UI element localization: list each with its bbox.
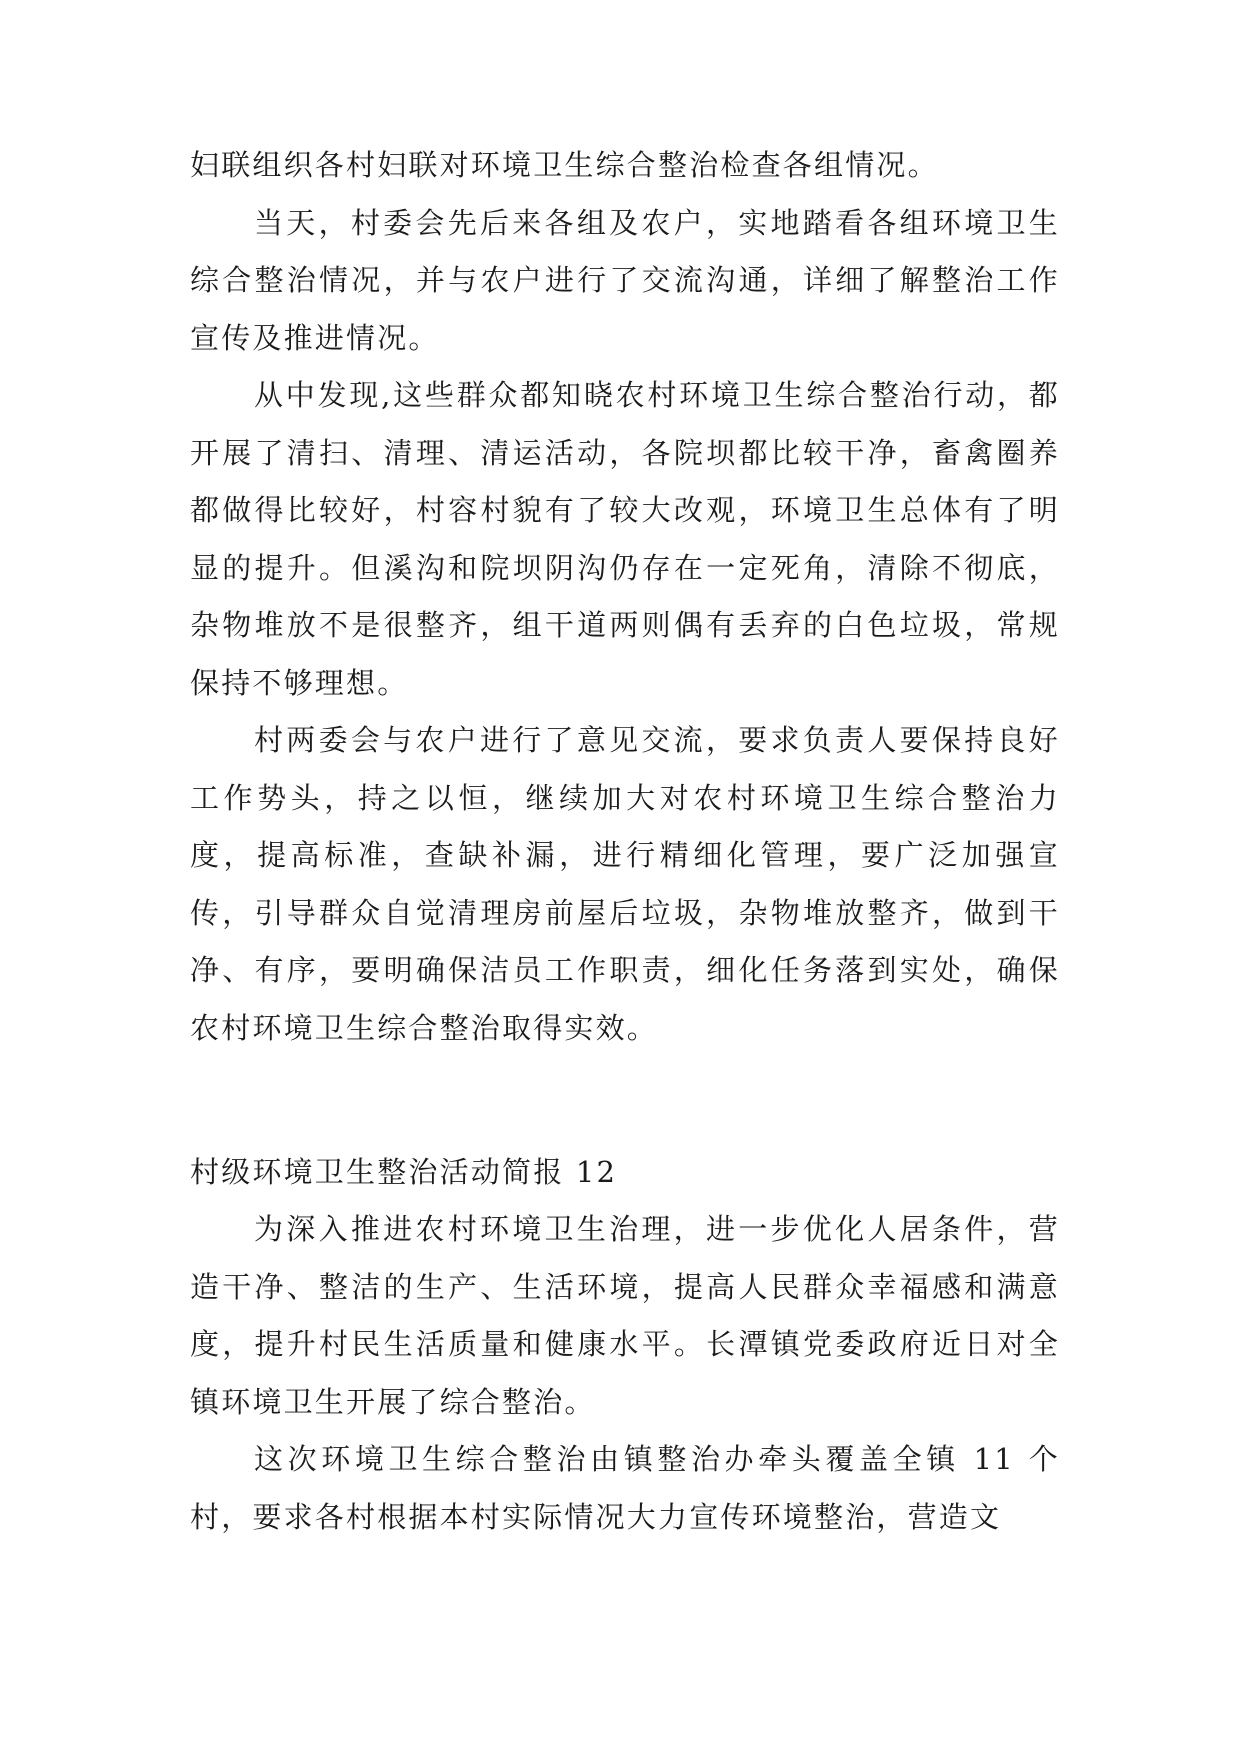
paragraph: 村两委会与农户进行了意见交流，要求负责人要保持良好工作势头，持之以恒，继续加大对农村环境卫生综合整治力度，提高标准，查缺补漏，进行精细化管理，要广泛加强宣传，引导群众自觉清理房前屋后垃圾，杂物堆放整齐，做到干净、有序，要明确保洁员工作职责，细化任务落到实处，确保农村环境卫生综合整治取得实效。 <box>190 723 1060 1045</box>
paragraph: 为深入推进农村环境卫生治理，进一步优化人居条件，营造干净、整洁的生产、生活环境，提高人民群众幸福感和满意度，提升村民生活质量和健康水平。长潭镇党委政府近日对全镇环境卫生开展了综合整治。 <box>190 1212 1060 1419</box>
paragraph: 从中发现,这些群众都知晓农村环境卫生综合整治行动，都开展了清扫、清理、清运活动，各院坝都比较干净，畜禽圈养都做得比较好，村容村貌有了较大改观，环境卫生总体有了明显的提升。但溪沟和院坝阴沟仍存在一定死角，清除不彻底，杂物堆放不是很整齐，组干道两则偶有丢弃的白色垃圾，常规保持不够理想。 <box>190 378 1060 700</box>
section-a-body <box>190 137 1060 1057</box>
paragraph: 这次环境卫生综合整治由镇整治办牵头覆盖全镇 11 个村，要求各村根据本村实际情况大力宣传环境整治，营造文 <box>190 1442 1060 1534</box>
section-heading: 村级环境卫生整治活动简报 12 <box>190 1155 618 1189</box>
paragraph: 妇联组织各村妇联对环境卫生综合整治检查各组情况。 <box>190 148 939 182</box>
paragraph: 当天，村委会先后来各组及农户，实地踏看各组环境卫生综合整治情况，并与农户进行了交流沟通，详细了解整治工作宣传及推进情况。 <box>190 205 1060 355</box>
section-b-body <box>190 1201 1060 1546</box>
